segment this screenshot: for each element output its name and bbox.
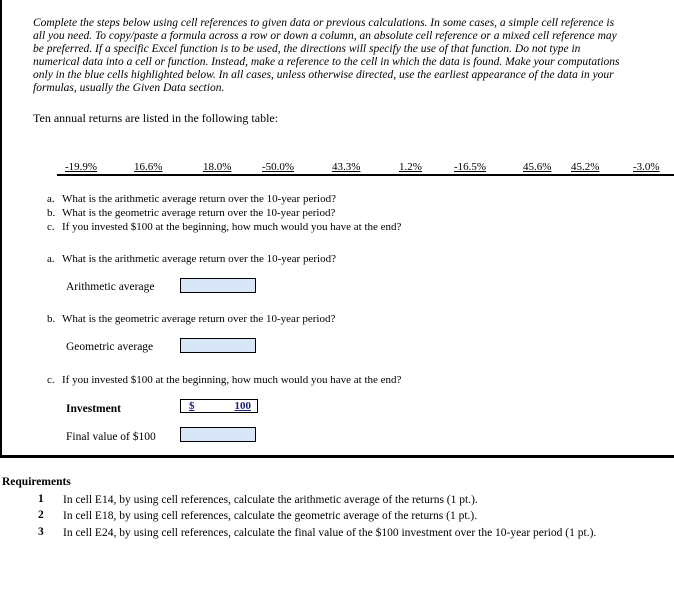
section-divider xyxy=(0,455,674,458)
question-a: a. What is the arithmetic average return over the 10-year period? xyxy=(47,253,336,265)
question-list-item: c. If you invested $100 at the beginning, how much would you have at the end? xyxy=(47,221,402,233)
final-value-label: Final value of $100 xyxy=(66,431,156,443)
requirements-title: Requirements xyxy=(2,476,71,488)
return-cell[interactable]: -16.5% xyxy=(454,162,487,173)
intro-text: Ten annual returns are listed in the following table: xyxy=(33,111,279,125)
final-value-input-cell[interactable] xyxy=(180,427,256,442)
question-list-item: b. What is the geometric average return over the 10-year period? xyxy=(47,207,336,219)
investment-value-cell[interactable] xyxy=(180,399,258,413)
return-cell[interactable]: 18.0% xyxy=(203,162,232,173)
currency-symbol: $ xyxy=(189,400,195,412)
return-cell[interactable]: -19.9% xyxy=(65,162,98,173)
question-list-item: a. What is the arithmetic average return over the 10-year period? xyxy=(47,193,336,205)
investment-label: Investment xyxy=(66,403,121,415)
return-cell[interactable]: 1.2% xyxy=(399,162,422,173)
investment-amount: 100 xyxy=(234,400,251,412)
question-c: c. If you invested $100 at the beginning, how much would you have at the end? xyxy=(47,374,402,386)
question-b: b. What is the geometric average return over the 10-year period? xyxy=(47,313,336,325)
return-cell[interactable]: -3.0% xyxy=(633,162,660,173)
instructions-text: Complete the steps below using cell references to given data or previous calculations. In some cases, a simple cell reference is all you need. To copy/paste a formula across a row or down a column, an absolute cell reference or a mixed cell reference may be preferred. If a specific Excel function is to be used, the directions will specify the use of that function. Do not type in numerical data into a cell or function. Instead, make a reference to the cell in which the data is found. Make your computations only in the blue cells highlighted below. In all cases, unless otherwise directed, use the earliest appearance of the data in your formulas, usually the Given Data section. xyxy=(33,17,620,94)
returns-table xyxy=(57,162,674,176)
return-cell[interactable]: 43.3% xyxy=(332,162,361,173)
return-cell[interactable]: 16.6% xyxy=(134,162,163,173)
geometric-average-label: Geometric average xyxy=(66,341,154,353)
geometric-average-input-cell[interactable] xyxy=(180,338,256,353)
arithmetic-average-label: Arithmetic average xyxy=(66,281,155,293)
return-cell[interactable]: 45.2% xyxy=(571,162,600,173)
arithmetic-average-input-cell[interactable] xyxy=(180,278,256,293)
return-cell[interactable]: -50.0% xyxy=(262,162,295,173)
return-cell[interactable]: 45.6% xyxy=(523,162,552,173)
